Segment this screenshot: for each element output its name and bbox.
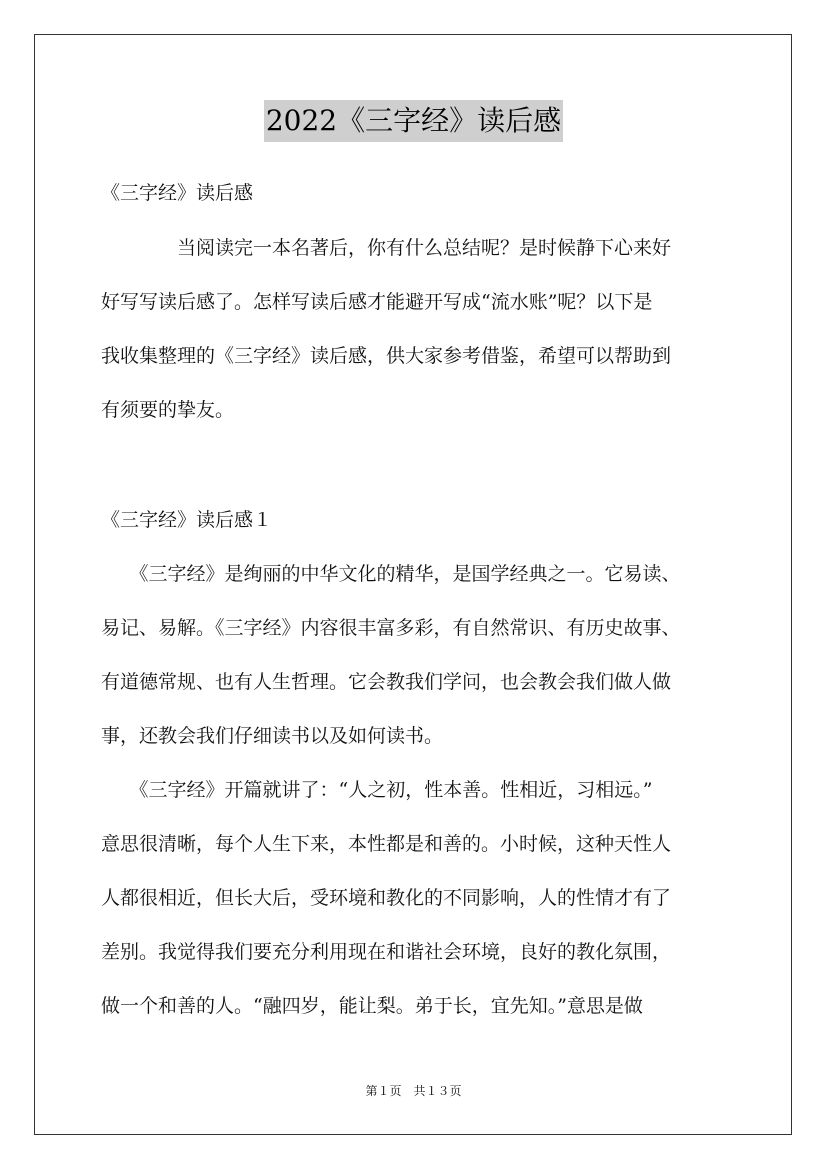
body-line: 事，还教会我们仔细读书以及如何读书。 <box>101 725 444 747</box>
body-line: 易记、易解。《三字经》内容很丰富多彩，有自然常识、有历史故事、 <box>101 617 681 639</box>
title-container <box>0 100 827 142</box>
body-line: 当阅读完一本名著后，你有什么总结呢？是时候静下心来好 <box>101 237 672 259</box>
body-line: 好写写读后感了。怎样写读后感才能避开写成“流水账”呢？以下是 <box>101 291 653 313</box>
body-line: 我收集整理的《三字经》读后感，供大家参考借鉴，希望可以帮助到 <box>101 345 672 367</box>
body-line: 有道德常规、也有人生哲理。它会教我们学问，也会教会我们做人做 <box>101 671 672 693</box>
body-line: 做一个和善的人。“融四岁，能让梨。弟于长，宜先知。”意思是做 <box>101 995 643 1017</box>
body-line: 《三字经》读后感 <box>101 182 254 204</box>
section-heading: 《三字经》读后感１ <box>101 509 273 531</box>
body-line: 《三字经》是绚丽的中华文化的精华，是国学经典之一。它易读、 <box>101 563 681 585</box>
body-line: 差别。我觉得我们要充分利用现在和谐社会环境，良好的教化氛围， <box>101 941 672 963</box>
document-title: 2022《三字经》读后感 <box>264 100 563 142</box>
body-line: 《三字经》开篇就讲了：“人之初，性本善。性相近，习相远。” <box>101 779 653 801</box>
page-number: 第１页 共１３页 <box>365 1084 462 1098</box>
body-line: 意思很清晰，每个人生下来，本性都是和善的。小时候，这种天性人 <box>101 833 672 855</box>
body-line: 人都很相近，但长大后，受环境和教化的不同影响，人的性情才有了 <box>101 887 672 909</box>
body-line: 有须要的挚友。 <box>101 399 235 421</box>
